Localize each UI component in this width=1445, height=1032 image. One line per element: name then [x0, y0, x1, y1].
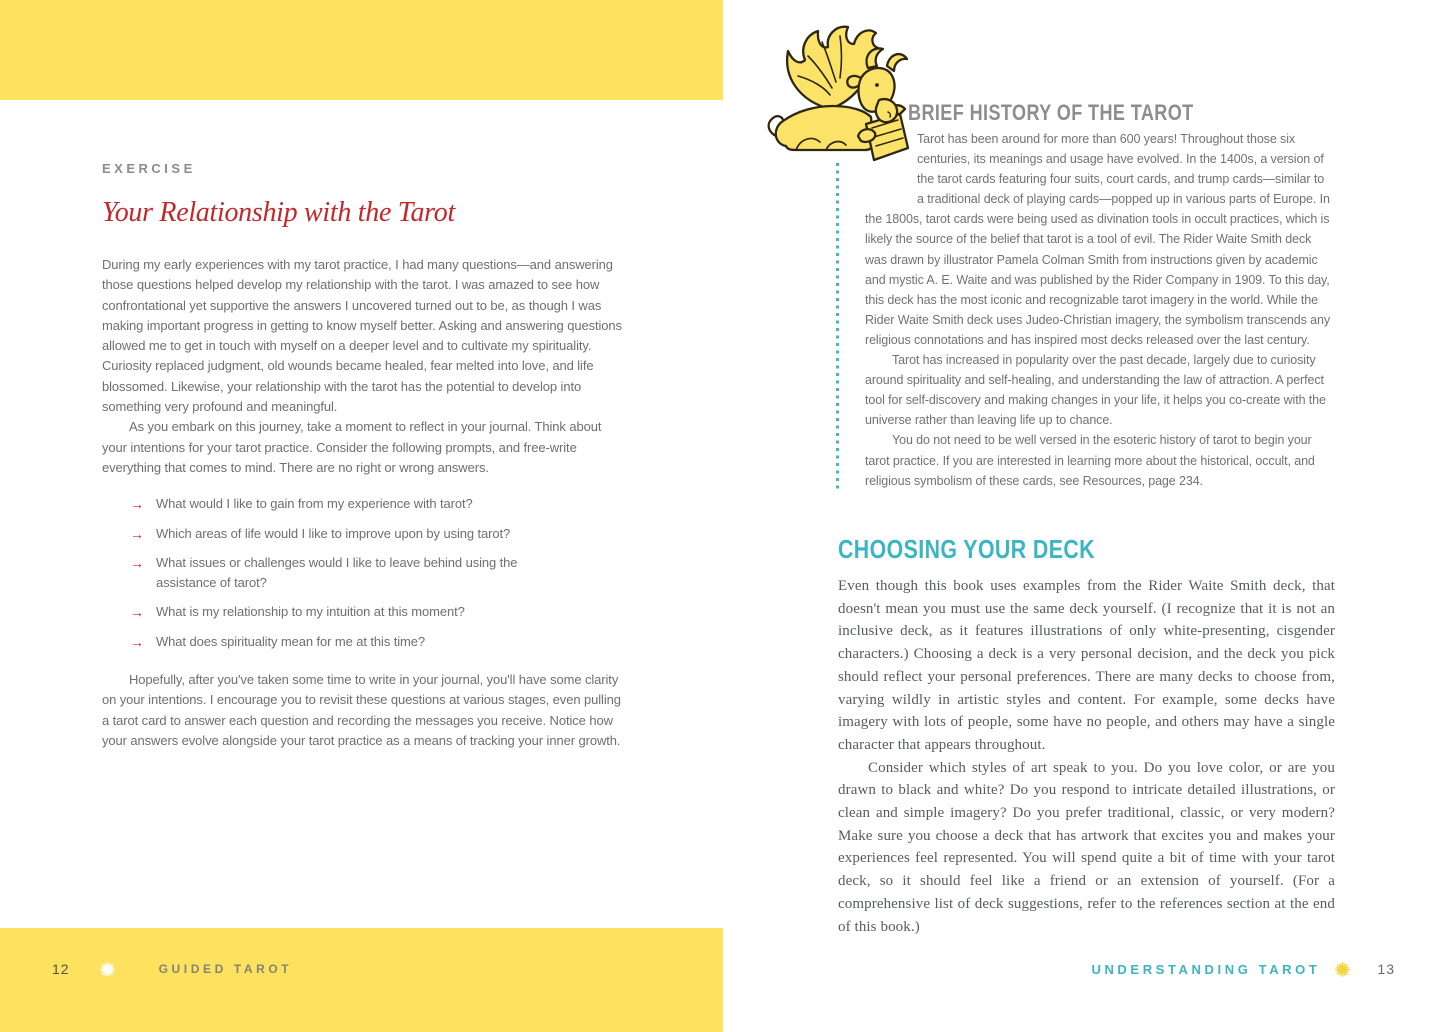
page-number: 13 — [1377, 961, 1395, 977]
history-paragraph: Tarot has been around for more than 600 years! Throughout those six centuries, its meanings and usage have evolved. In the 1400s, a version of the tarot cards featuring four suits, court cards, and trump cards—similar to a traditional deck of playing cards—popped up in various parts of Europe. In the 1800s, tarot cards were being used as divination tools in occult practices, which is likely the source of the belief that tarot is a tool of evil. The Rider Waite Smith deck was drawn by illustrator Pamela Colman Smith from instructions given by academic and mystic A. E. Waite and was published by the Rider Company in 1909. To this day, this deck has the most iconic and recognizable tarot imagery in the world. While the Rider Waite Smith deck uses Judeo-Christian imagery, the symbolism transcends any religious connotations and has inspired most decks released over the last century. — [865, 132, 1331, 347]
choosing-deck-heading: CHOOSING YOUR DECK — [838, 534, 1095, 564]
arrow-bullet-icon: → — [130, 554, 144, 571]
dotted-divider — [836, 163, 839, 493]
list-item — [130, 553, 626, 594]
arrow-bullet-icon: → — [130, 525, 144, 542]
arrow-bullet-icon: → — [130, 496, 144, 513]
prompt-text: Which areas of life would I like to improve upon by using tarot? — [156, 525, 511, 541]
choosing-deck-section — [838, 534, 1335, 938]
list-item — [130, 524, 626, 544]
page-number: 12 — [52, 961, 70, 977]
yellow-header-band — [0, 0, 723, 100]
prompt-text: What issues or challenges would I like to leave behind using the assistance of tarot? — [156, 554, 518, 591]
book-title: GUIDED TAROT — [158, 962, 293, 976]
choosing-paragraph: Consider which styles of art speak to you. Do you love color, or are you drawn to black and white? Do you respond to intricate detailed illustrations, or clean and simple imagery? Do you prefer traditional, classic, or very modern? Make sure you choose a deck that has artwork that excites you and makes your experiences feel represented. You will spend quite a bit of time with your tarot deck, so it should feel like a friend or an extension of yourself. (For a comprehensive list of deck suggestions, refer to the references section at the end of this book.) — [838, 759, 1335, 935]
right-page-footer — [1091, 961, 1395, 977]
choosing-paragraph: Even though this book uses examples from the Rider Waite Smith deck, that doesn't mean you must use the same deck yourself. (I recognize that it is not an inclusive deck, as it features illustrations of only white-presenting, cisgender characters.) Choosing a deck is a very personal decision, and the deck you pick should reflect your personal preferences. There are many decks to choose from, varying wildly in artistic styles and content. For example, some decks have imagery with lots of people, some have no people, and others may have a single character that appears throughout. — [838, 578, 1335, 753]
history-paragraph: Tarot has increased in popularity over the past decade, largely due to curiosity around spirituality and self-healing, and understanding the law of attraction. A perfect tool for self-discovery and making changes in your life, it helps you co-create with the universe rather than leaving life up to chance. — [865, 353, 1326, 428]
arrow-bullet-icon: → — [130, 633, 144, 650]
exercise-closing-paragraph: Hopefully, after you've taken some time to write in your journal, you'll have some clarity on your intentions. I encourage you to revisit these questions at various stages, even pulling a tarot card to answer each question and recording the messages you receive. Notice how your answers evolve alongside your tarot practice as a means of tracking your inner growth. — [102, 672, 621, 748]
arrow-bullet-icon: → — [130, 604, 144, 621]
exercise-title: Your Relationship with the Tarot — [102, 197, 455, 228]
yellow-footer-band — [0, 928, 723, 1032]
prompt-text: What does spirituality mean for me at this time? — [156, 633, 426, 649]
prompt-text: What is my relationship to my intuition at this moment? — [156, 604, 465, 620]
starburst-icon — [1334, 961, 1351, 978]
history-section — [865, 129, 1333, 491]
illustration-text-wrap-spacer — [865, 129, 917, 191]
list-item — [130, 494, 626, 514]
list-item — [130, 602, 626, 622]
prompt-text: What would I like to gain from my experience with tarot? — [156, 496, 473, 512]
exercise-paragraph: As you embark on this journey, take a moment to reflect in your journal. Think about your intentions for your tarot practice. Consider the following prompts, and free-write everything that comes to mind. There are no right or wrong answers. — [102, 419, 602, 475]
exercise-paragraph: During my early experiences with my tarot practice, I had many questions—and answering those questions helped develop my relationship with the tarot. I was amazed to see how confrontational yet supportive the answers I uncovered turned out to be, as though I was making important progress in getting to know myself better. Asking and answering questions allowed me to get in touch with myself on a deeper level and to cultivate my spirituality. Curiosity replaced judgment, old wounds became healed, fear melted into love, and life blossomed. Likewise, your relationship with the tarot has the potential to develop into something very profound and meaningful. — [102, 257, 622, 415]
history-heading: BRIEF HISTORY OF THE TAROT — [908, 100, 1194, 125]
left-page-content — [102, 161, 626, 751]
chapter-title: UNDERSTANDING TAROT — [1091, 961, 1321, 977]
prompt-list — [130, 494, 626, 652]
starburst-icon — [99, 961, 116, 978]
left-page-footer — [52, 961, 292, 977]
history-paragraph: You do not need to be well versed in the esoteric history of tarot to begin your tarot practice. If you are interested in learning more about the historical, occult, and religious symbolism of these cards, see Resources, page 234. — [865, 433, 1315, 488]
list-item — [130, 632, 626, 652]
exercise-kicker: EXERCISE — [102, 161, 196, 176]
